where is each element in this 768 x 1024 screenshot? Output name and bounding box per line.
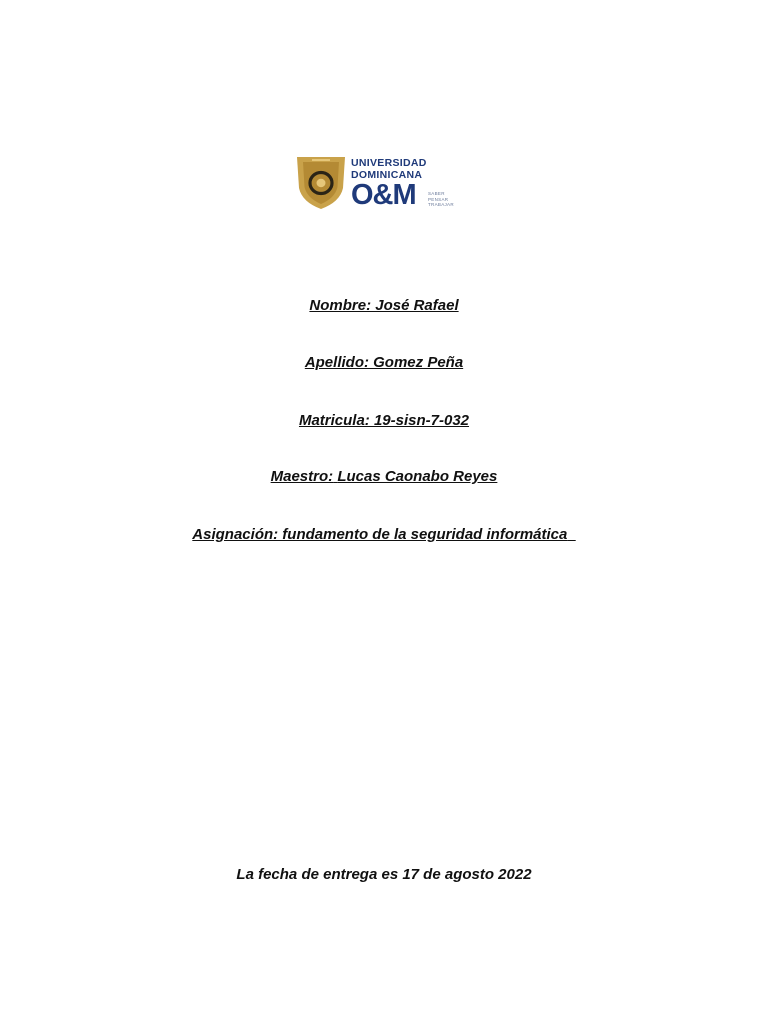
logo-om-mark: O&M bbox=[351, 179, 416, 211]
logo-line-universidad: UNIVERSIDAD bbox=[351, 157, 427, 169]
logo-motto bbox=[428, 191, 454, 208]
due-date: La fecha de entrega es 17 de agosto 2022 bbox=[236, 866, 532, 883]
logo-line-dominicana: DOMINICANA bbox=[351, 168, 423, 181]
logo-motto-line: TRABAJAR bbox=[428, 202, 454, 208]
logo-motto-line: SABER bbox=[428, 191, 445, 196]
assignment-text: Asignación: fundamento de la seguridad informática bbox=[192, 526, 568, 543]
teacher-label: Maestro: bbox=[270, 468, 334, 485]
teacher-line bbox=[0, 468, 768, 485]
student-name: Nombre: José Rafael bbox=[309, 297, 459, 314]
teacher-name: Lucas Caonabo Reyes bbox=[337, 468, 498, 485]
logo-motto-line: PENSAR bbox=[428, 196, 449, 202]
student-id: Matricula: 19-sisn-7-032 bbox=[298, 412, 470, 429]
student-surname: Apellido: Gomez Peña bbox=[304, 354, 464, 371]
shield-emblem-icon bbox=[295, 154, 347, 210]
university-logo bbox=[295, 154, 475, 212]
assignment-title bbox=[0, 526, 768, 543]
logo-wordmark bbox=[351, 158, 427, 210]
